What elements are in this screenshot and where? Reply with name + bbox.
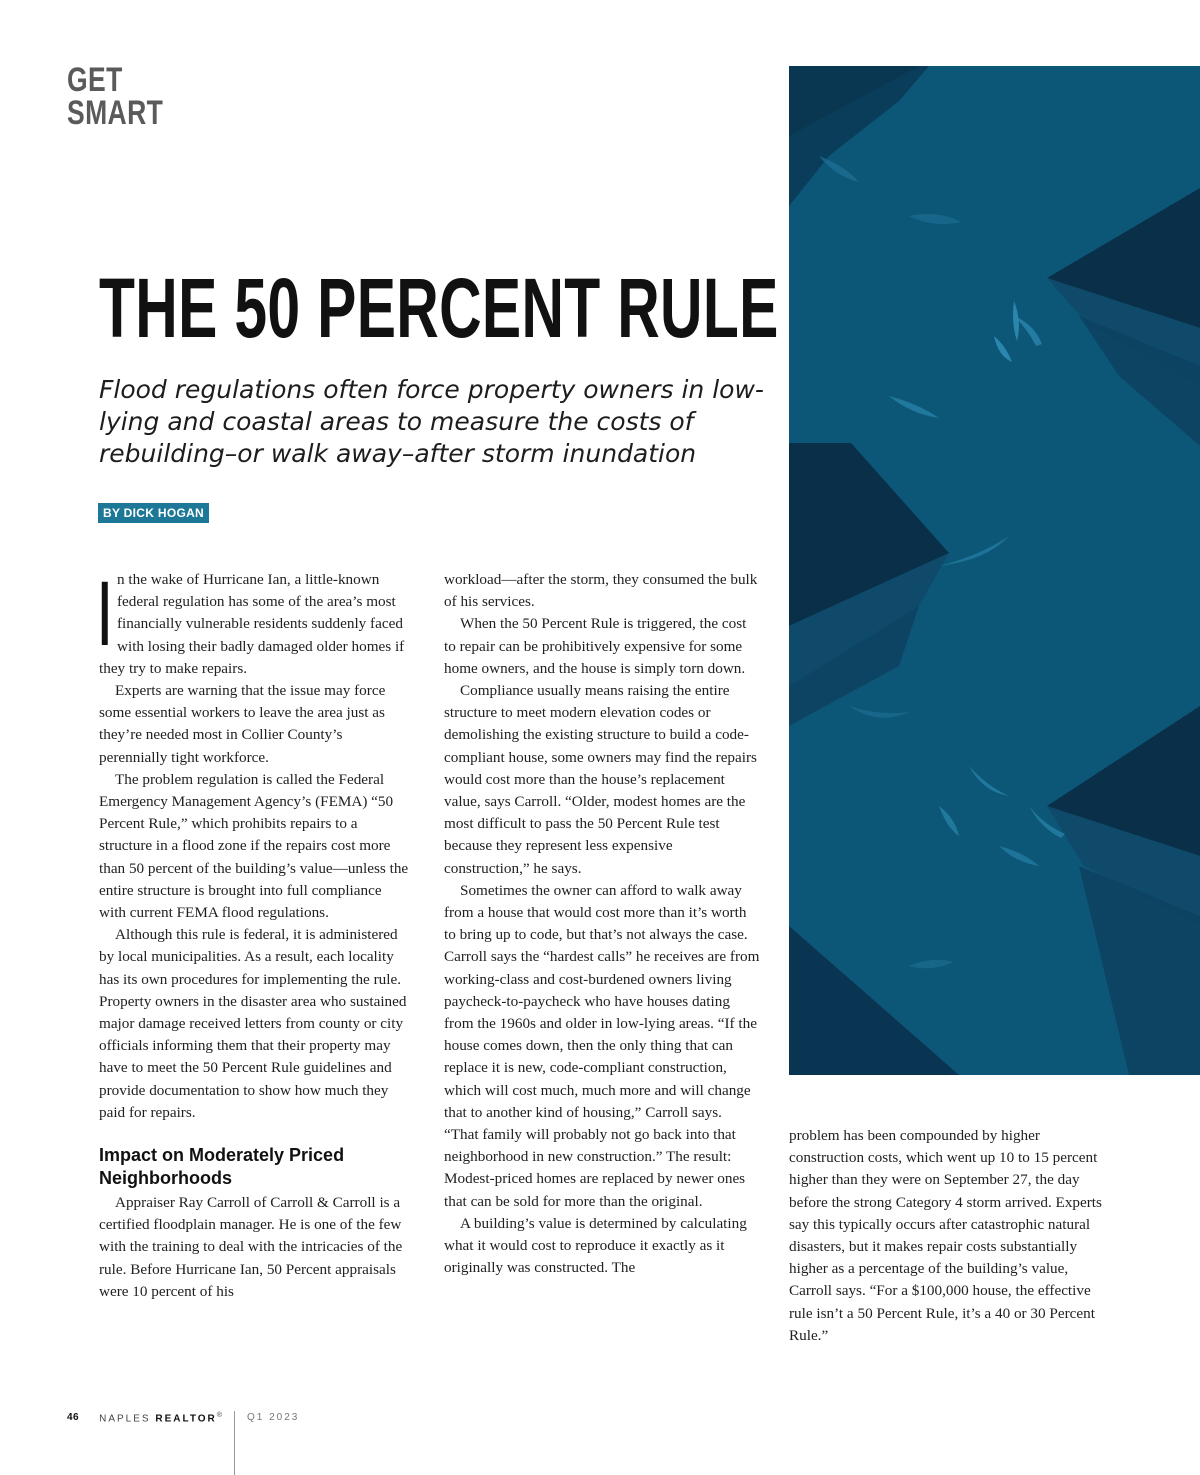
footer-divider: [234, 1411, 235, 1475]
body-paragraph: [99, 563, 411, 680]
body-paragraph: Appraiser Ray Carroll of Carroll & Carroll is a certified floodplain manager. He is one of the few with the training to deal with the intricacies of the rule. Before Hurricane Ian, 50 Percent appraisals were 10 percent of his: [99, 1194, 403, 1300]
section-subheading: Impact on Moderately Priced Neighborhoods: [99, 1145, 345, 1189]
body-paragraph: Compliance usually means raising the entire structure to meet modern elevation codes or demolishing the existing structure to build a code-compliant house, some owners may find the repairs would cost more than the house’s replacement value, says Carroll. “Older, modest homes are the most difficult to pass the 50 Percent Rule test because they represent less expensive construction,” he says.: [444, 682, 757, 877]
byline-badge: BY DICK HOGAN: [98, 503, 209, 523]
body-paragraph: When the 50 Percent Rule is triggered, the cost to repair can be prohibitively expensive for some home owners, and the house is simply torn down.: [444, 615, 747, 677]
body-paragraph: Experts are warning that the issue may force some essential workers to leave the area just as they’re needed most in Collier County’s perennially tight workforce.: [99, 682, 386, 766]
registered-mark: ®: [216, 1412, 222, 1420]
body-paragraph: Sometimes the owner can afford to walk away from a house that would cost more than it’s worth to bring up to code, but that’s not always the case. Carroll says the “hardest calls” he receives are from working-class and cost-burdened owners living paycheck-to-paycheck who have houses dating from the 1960s and older in low-lying areas. “If the house comes down, then the only thing that can replace it is new, code-compliant construction, which will cost much, much more and will change that to another kind of housing,” Carroll says. “That family will probably not go back into that neighborhood in new construction.” The result: Modest-priced homes are replaced by newer ones that can be sold for more than the original.: [444, 881, 760, 1210]
body-paragraph: workload—after the storm, they consumed the bulk of his services.: [444, 571, 758, 611]
issue-label: Q1 2023: [246, 1412, 300, 1423]
article-dek: Flood regulations often force property owners in low-lying and coastal areas to measure the costs of rebuilding–or walk away–after storm inundation: [99, 375, 764, 468]
section-kicker: [67, 61, 164, 132]
page-number: 46: [67, 1412, 80, 1423]
body-paragraph: The problem regulation is called the Federal Emergency Management Agency’s (FEMA) “50 Percent Rule,” which prohibits repairs to a structure in a flood zone if the repairs cost more than 50 percent of the building’s value—unless the entire structure is brought into full compliance with current FEMA flood regulations.: [99, 770, 409, 922]
section-kicker-line1: GET: [67, 61, 123, 99]
flooded-rooftops-graphic: [789, 66, 1200, 1075]
magazine-name-light: NAPLES: [99, 1413, 151, 1425]
article-title: THE 50 PERCENT RULE: [99, 261, 779, 355]
body-paragraph-text: n the wake of Hurricane Ian, a little-known federal regulation has some of the area’s most financially vulnerable residents suddenly faced with losing their badly damaged older homes if they try to make repairs.: [99, 571, 405, 677]
body-paragraph: Although this rule is federal, it is administered by local municipalities. As a result, each locality has its own procedures for implementing the rule. Property owners in the disaster area who sustained major damage received letters from county or city officials informing them that their property may have to meet the 50 Percent Rule guidelines and provide documentation to show how much they paid for repairs.: [99, 926, 407, 1121]
section-kicker-line2: SMART: [67, 94, 164, 132]
body-paragraph: A building’s value is determined by calculating what it would cost to reproduce it exactly as it originally was constructed. The: [444, 1214, 747, 1277]
body-column-2: [444, 569, 760, 1280]
body-column-3: [789, 1125, 1105, 1347]
body-column-1: [99, 563, 411, 1303]
magazine-name: [99, 1409, 222, 1426]
drop-cap: I: [99, 563, 111, 665]
magazine-name-bold: REALTOR: [155, 1413, 217, 1425]
flood-illustration: [789, 66, 1200, 1075]
body-paragraph: problem has been compounded by higher construction costs, which went up 10 to 15 percent higher than they were on September 27, the day before the strong Category 4 storm arrived. Experts say this typically occurs after catastrophic natural disasters, but it makes repair costs substantially higher as a percentage of the building’s value, Carroll says. “For a $100,000 house, the effective rule isn’t a 50 Percent Rule, it’s a 40 or 30 Percent Rule.”: [789, 1127, 1102, 1344]
page-footer: [67, 1386, 299, 1450]
